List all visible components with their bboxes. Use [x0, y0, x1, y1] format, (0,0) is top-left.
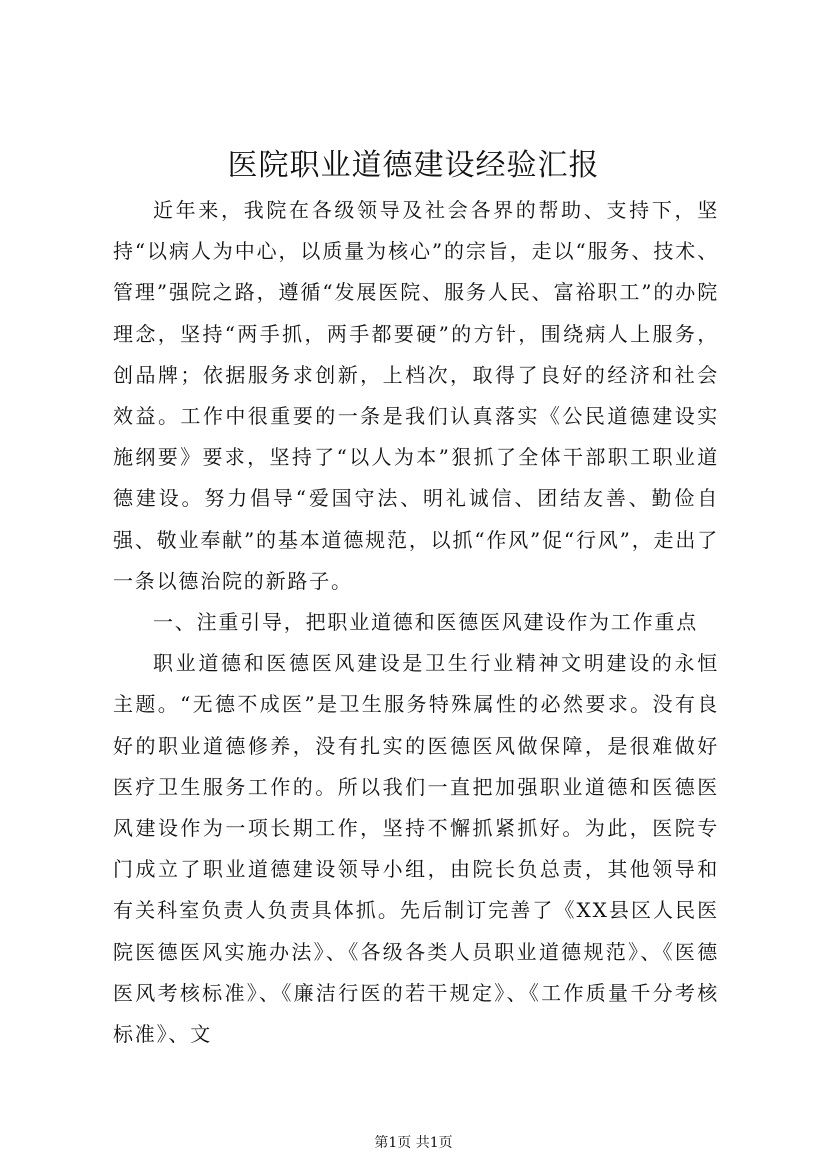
document-title: 医院职业道德建设经验汇报: [227, 148, 600, 183]
section-heading: 一、注重引导，把职业道德和医德医风建设作为工作重点: [153, 610, 698, 635]
paragraph-section-one: 职业道德和医德医风建设是卫生行业精神文明建设的永恒主题。“无德不成医”是卫生服务特殊属性的必然要求。没有良好的职业道德修养，没有扎实的医德医风做保障，是很难做好医疗卫生服务工作的。所以我们一直把加强职业道德和医德医风建设作为一项长期工作，坚持不懈抓紧抓好。为此，医院专门成立了职业道德建设领导小组，由院长负总责，其他领导和有关科室负责人负责具体抓。先后制订完善了《XX县区人民医院医德医风实施办法》、《各级各类人员职业道德规范》、《医德医风考核标准》、《廉洁行医的若干规定》、《工作质量千分考核标准》、文: [113, 651, 719, 1047]
document-body: [113, 190, 719, 1055]
paragraph-intro: 近年来，我院在各级领导及社会各界的帮助、支持下，坚持“以病人为中心，以质量为核心”的宗旨，走以“服务、技术、管理”强院之路，遵循“发展医院、服务人民、富裕职工”的办院理念，坚持“两手抓，两手都要硬”的方针，围绕病人上服务，创品牌；依据服务求创新，上档次，取得了良好的经济和社会效益。工作中很重要的一条是我们认真落实《公民道德建设实施纲要》要求，坚持了“以人为本”狠抓了全体干部职工职业道德建设。努力倡导“爱国守法、明礼诚信、团结友善、勤俭自强、敬业奉献”的基本道德规范，以抓“作风”促“行风”，走出了一条以德治院的新路子。: [113, 198, 719, 593]
page-footer: 第1页 共1页: [374, 1135, 453, 1151]
